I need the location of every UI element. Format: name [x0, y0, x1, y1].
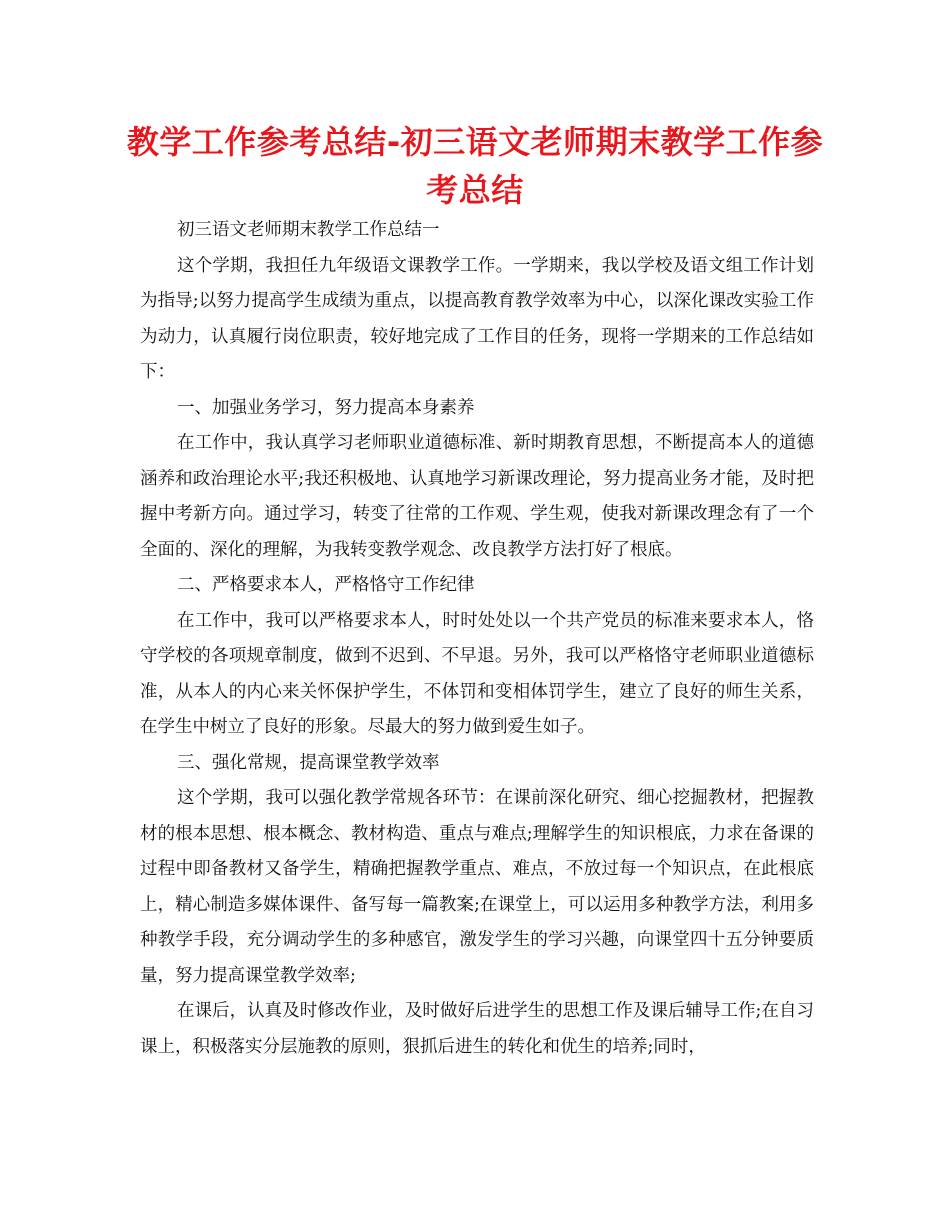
body-paragraph: 这个学期，我担任九年级语文课教学工作。一学期来，我以学校及语文组工作计划为指导;以努力提高学生成绩为重点，以提高教育教学效率为中心，以深化课改实验工作为动力，认真履行岗位职责，较好地完成了工作目的任务，现将一学期来的工作总结如下：: [140, 255, 814, 382]
section-heading: 三、强化常规，提高课堂教学效率: [177, 752, 440, 773]
section-heading: 二、严格要求本人，严格恪守工作纪律: [177, 575, 475, 595]
body-paragraph: 这个学期，我可以强化教学常规各环节：在课前深化研究、细心挖掘教材，把握教材的根本思想、根本概念、教材构造、重点与难点;理解学生的知识根底，力求在备课的过程中即备教材又备学生，精确把握教学重点、难点，不放过每一个知识点，在此根底上，精心制造多媒体课件、备写每一篇教案;在课堂上，可以运用多种教学方法，利用多种教学手段，充分调动学生的多种感官，激发学生的学习兴趣，向课堂四十五分钟要质量，努力提高课堂教学效率;: [140, 788, 814, 986]
section-subtitle: 初三语文老师期末教学工作总结一: [177, 220, 440, 240]
document-body: [140, 213, 814, 1065]
body-paragraph: 在课后，认真及时修改作业，及时做好后进学生的思想工作及课后辅导工作;在自习课上，积极落实分层施教的原则，狠抓后进生的转化和优生的培养;同时，: [140, 1001, 814, 1057]
page-title: 教学工作参考总结-初三语文老师期末教学工作参考总结: [126, 123, 824, 209]
body-paragraph: 在工作中，我认真学习老师职业道德标准、新时期教育思想，不断提高本人的道德涵养和政治理论水平;我还积极地、认真地学习新课改理论，努力提高业务才能，及时把握中考新方向。通过学习，转变了往常的工作观、学生观，使我对新课改理念有了一个全面的、深化的理解，为我转变教学观念、改良教学方法打好了根底。: [140, 433, 814, 560]
body-paragraph: 在工作中，我可以严格要求本人，时时处处以一个共产党员的标准来要求本人，恪守学校的各项规章制度，做到不迟到、不早退。另外，我可以严格恪守老师职业道德标准，从本人的内心来关怀保护学生，不体罚和变相体罚学生，建立了良好的师生关系，在学生中树立了良好的形象。尽最大的努力做到爱生如子。: [140, 610, 814, 737]
section-heading: 一、加强业务学习，努力提高本身素养: [177, 397, 475, 418]
